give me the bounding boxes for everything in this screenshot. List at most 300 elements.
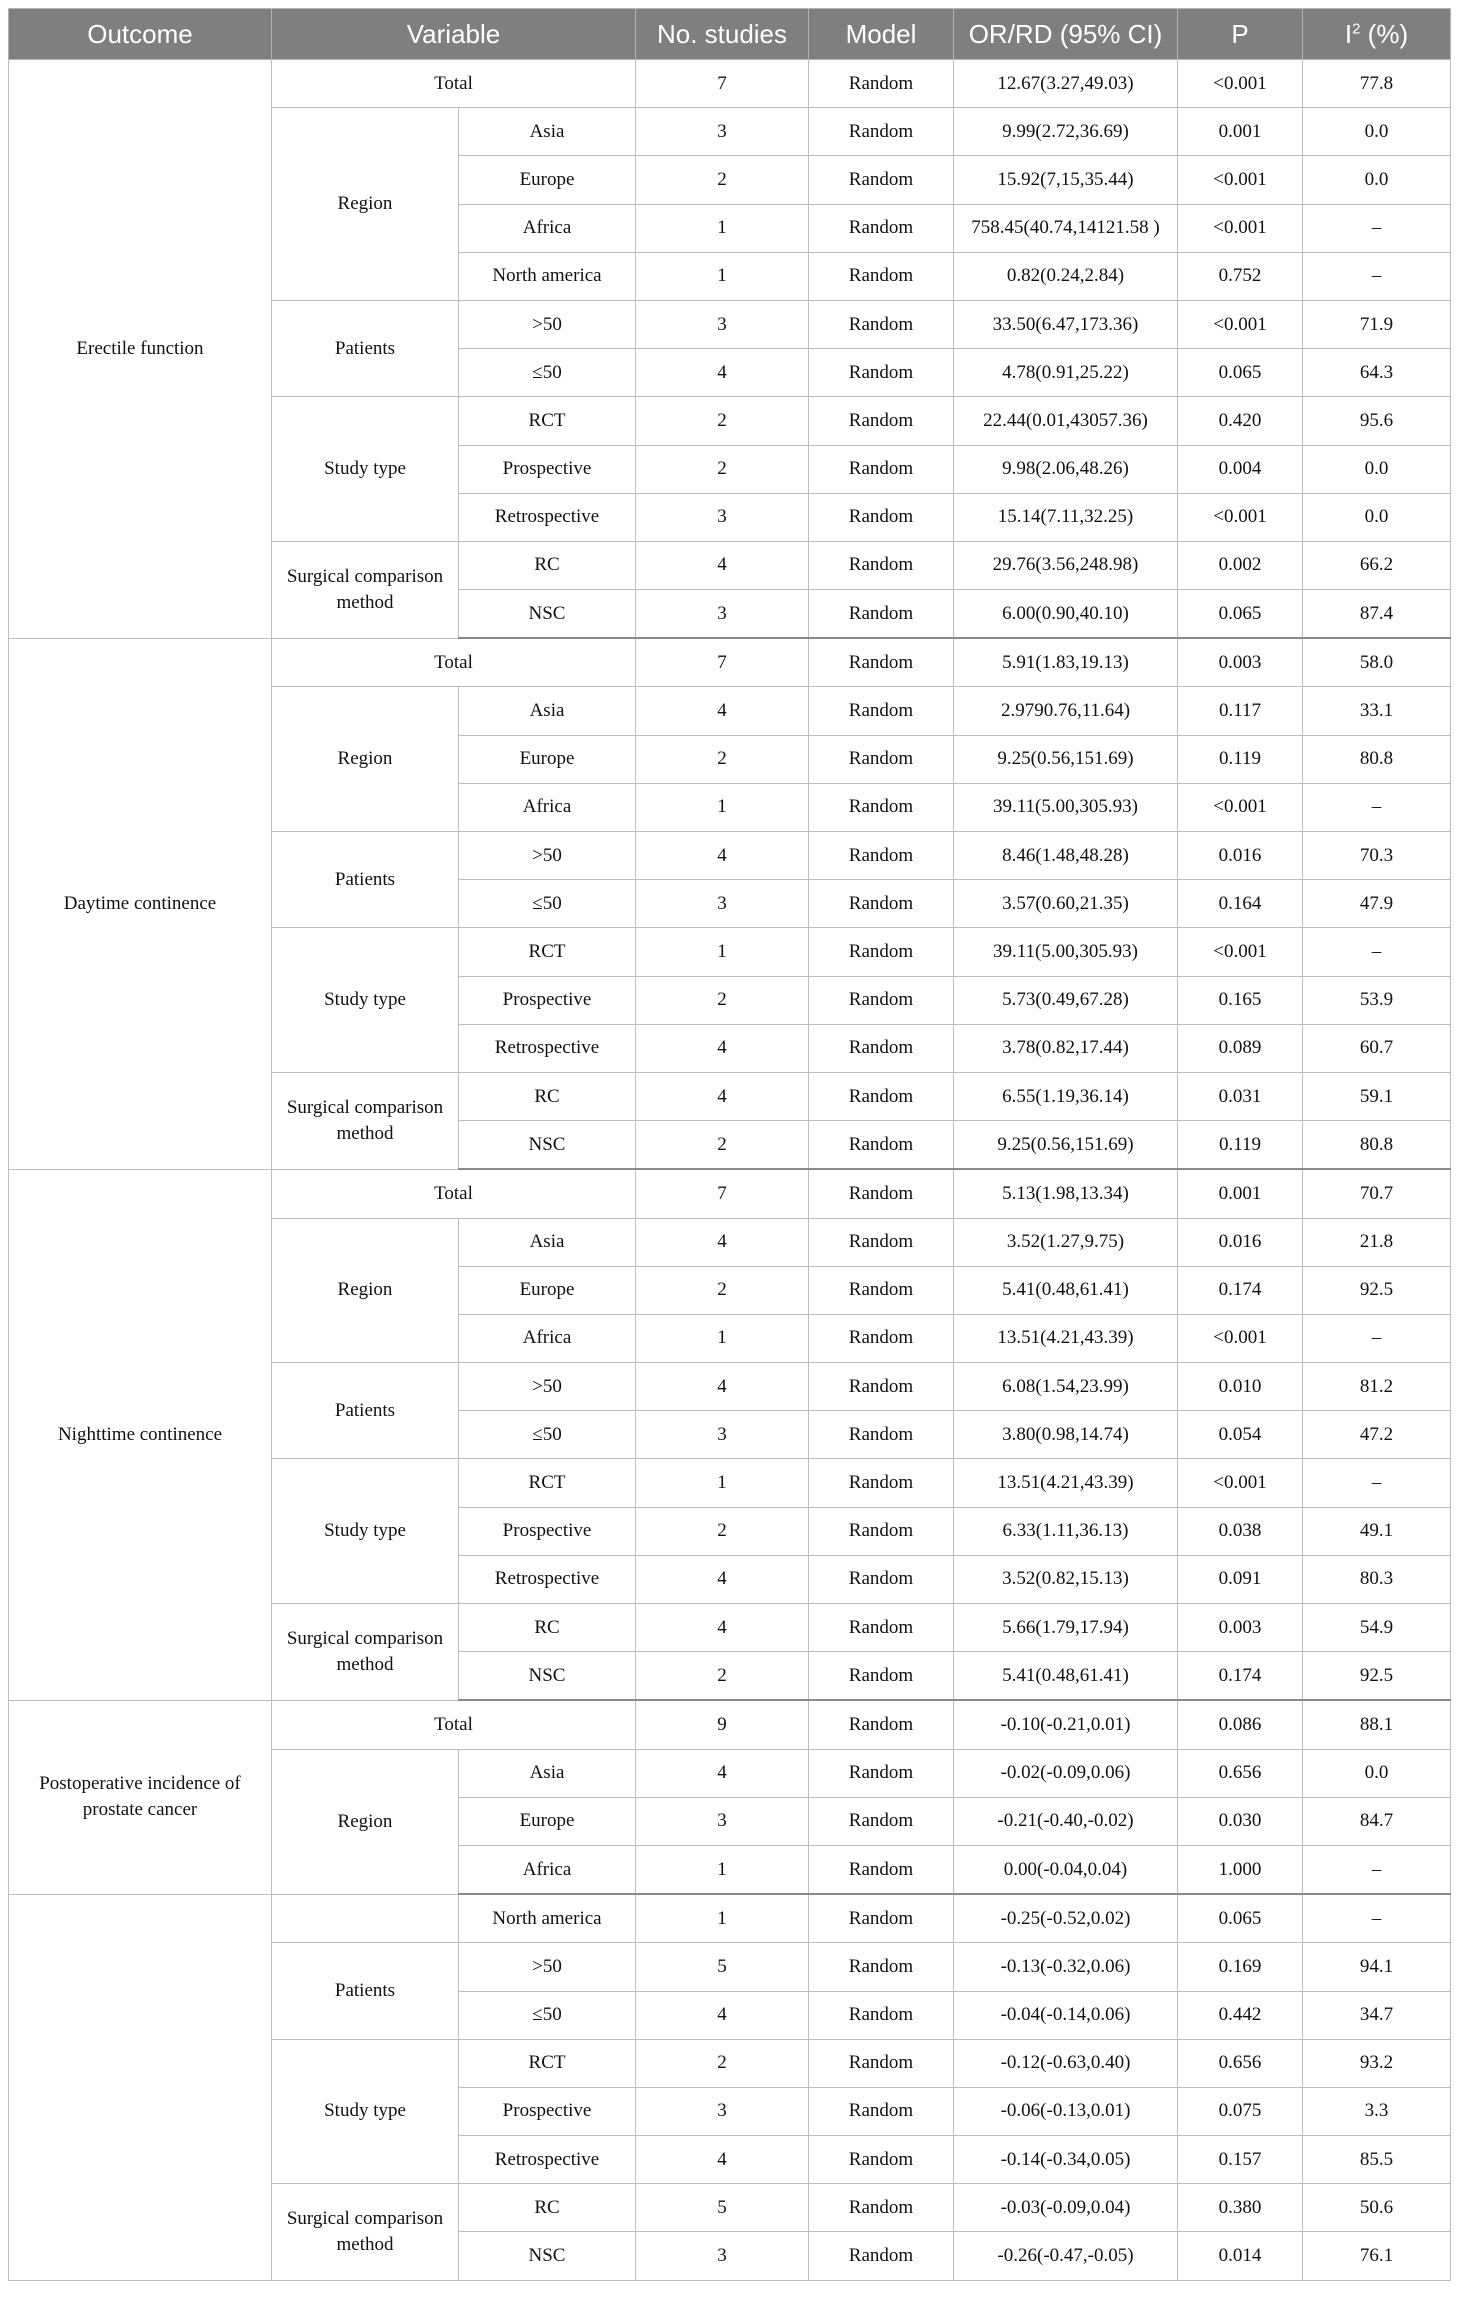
cell-or-rd: 3.52(1.27,9.75) [954, 1218, 1178, 1266]
cell-subgroup: Retrospective [459, 1555, 636, 1603]
cell-model: Random [809, 2039, 954, 2087]
cell-model: Random [809, 1652, 954, 1701]
cell-no-studies: 5 [636, 2184, 809, 2232]
cell-no-studies: 2 [636, 1652, 809, 1701]
cell-or-rd: 13.51(4.21,43.39) [954, 1314, 1178, 1362]
cell-subgroup: Asia [459, 108, 636, 156]
cell-no-studies: 7 [636, 638, 809, 687]
cell-or-rd: 12.67(3.27,49.03) [954, 60, 1178, 108]
cell-no-studies: 4 [636, 1555, 809, 1603]
cell-p-value: 0.014 [1178, 2232, 1303, 2280]
cell-subgroup: Africa [459, 204, 636, 252]
cell-i2: 34.7 [1303, 1991, 1451, 2039]
cell-subgroup: Retrospective [459, 493, 636, 541]
cell-or-rd: 9.25(0.56,151.69) [954, 735, 1178, 783]
cell-no-studies: 4 [636, 1024, 809, 1072]
cell-or-rd: 39.11(5.00,305.93) [954, 783, 1178, 831]
table-row [9, 60, 1451, 108]
cell-i2: 64.3 [1303, 349, 1451, 397]
cell-variable: Region [272, 108, 459, 301]
cell-no-studies: 4 [636, 687, 809, 735]
cell-subgroup: NSC [459, 2232, 636, 2280]
cell-no-studies: 2 [636, 1266, 809, 1314]
cell-i2: 50.6 [1303, 2184, 1451, 2232]
cell-i2: 49.1 [1303, 1507, 1451, 1555]
cell-or-rd: -0.06(-0.13,0.01) [954, 2087, 1178, 2135]
cell-or-rd: -0.04(-0.14,0.06) [954, 1991, 1178, 2039]
cell-i2: 92.5 [1303, 1266, 1451, 1314]
cell-p-value: 0.016 [1178, 832, 1303, 880]
cell-p-value: 0.174 [1178, 1652, 1303, 1701]
cell-or-rd: 6.00(0.90,40.10) [954, 590, 1178, 639]
cell-or-rd: 6.08(1.54,23.99) [954, 1363, 1178, 1411]
cell-model: Random [809, 156, 954, 204]
cell-outcome [9, 1894, 272, 2280]
table-row [9, 1894, 1451, 1943]
cell-or-rd: 3.52(0.82,15.13) [954, 1555, 1178, 1603]
cell-p-value: 0.442 [1178, 1991, 1303, 2039]
cell-or-rd: -0.14(-0.34,0.05) [954, 2136, 1178, 2184]
cell-variable: Surgical comparison method [272, 1604, 459, 1701]
cell-no-studies: 4 [636, 1604, 809, 1652]
cell-variable: Surgical comparison method [272, 1072, 459, 1169]
cell-no-studies: 3 [636, 493, 809, 541]
cell-p-value: 0.038 [1178, 1507, 1303, 1555]
cell-variable: Region [272, 1749, 459, 1894]
cell-subgroup: >50 [459, 1363, 636, 1411]
cell-model: Random [809, 2136, 954, 2184]
subgroup-analysis-table [8, 8, 1451, 2281]
cell-model: Random [809, 2087, 954, 2135]
cell-i2: 53.9 [1303, 976, 1451, 1024]
cell-subgroup: Europe [459, 735, 636, 783]
cell-i2: – [1303, 1894, 1451, 1943]
cell-no-studies: 4 [636, 1363, 809, 1411]
cell-p-value: <0.001 [1178, 204, 1303, 252]
cell-subgroup: Europe [459, 156, 636, 204]
cell-variable: Patients [272, 1363, 459, 1459]
cell-variable: Total [272, 60, 636, 108]
cell-or-rd: 15.14(7.11,32.25) [954, 493, 1178, 541]
cell-or-rd: 0.00(-0.04,0.04) [954, 1845, 1178, 1894]
cell-or-rd: 5.41(0.48,61.41) [954, 1266, 1178, 1314]
cell-variable: Patients [272, 1943, 459, 2039]
cell-p-value: 0.165 [1178, 976, 1303, 1024]
cell-no-studies: 2 [636, 2039, 809, 2087]
cell-model: Random [809, 445, 954, 493]
cell-or-rd: 5.13(1.98,13.34) [954, 1169, 1178, 1218]
cell-or-rd: 5.91(1.83,19.13) [954, 638, 1178, 687]
header-i2-suffix: (%) [1360, 18, 1409, 49]
cell-subgroup: NSC [459, 1121, 636, 1170]
cell-p-value: <0.001 [1178, 1314, 1303, 1362]
cell-no-studies: 1 [636, 1894, 809, 1943]
cell-i2: – [1303, 1845, 1451, 1894]
cell-model: Random [809, 1459, 954, 1507]
cell-i2: 88.1 [1303, 1700, 1451, 1749]
cell-variable: Region [272, 1218, 459, 1363]
cell-or-rd: 22.44(0.01,43057.36) [954, 397, 1178, 445]
table-container [8, 8, 1450, 2281]
cell-model: Random [809, 1700, 954, 1749]
cell-i2: 95.6 [1303, 397, 1451, 445]
cell-or-rd: 6.55(1.19,36.14) [954, 1072, 1178, 1120]
cell-variable: Patients [272, 832, 459, 928]
cell-or-rd: 9.98(2.06,48.26) [954, 445, 1178, 493]
cell-i2: – [1303, 1314, 1451, 1362]
cell-model: Random [809, 976, 954, 1024]
cell-i2: 85.5 [1303, 2136, 1451, 2184]
cell-or-rd: 5.41(0.48,61.41) [954, 1652, 1178, 1701]
cell-i2: 0.0 [1303, 445, 1451, 493]
cell-variable: Surgical comparison method [272, 2184, 459, 2280]
cell-subgroup: RC [459, 2184, 636, 2232]
cell-p-value: <0.001 [1178, 60, 1303, 108]
table-row [9, 1700, 1451, 1749]
cell-p-value: 0.091 [1178, 1555, 1303, 1603]
cell-model: Random [809, 204, 954, 252]
cell-no-studies: 1 [636, 252, 809, 300]
cell-p-value: 0.157 [1178, 2136, 1303, 2184]
cell-or-rd: 3.80(0.98,14.74) [954, 1411, 1178, 1459]
cell-no-studies: 1 [636, 1845, 809, 1894]
cell-variable: Total [272, 1169, 636, 1218]
cell-or-rd: -0.26(-0.47,-0.05) [954, 2232, 1178, 2280]
cell-p-value: 0.656 [1178, 2039, 1303, 2087]
cell-i2: – [1303, 928, 1451, 976]
cell-subgroup: >50 [459, 832, 636, 880]
cell-no-studies: 2 [636, 156, 809, 204]
cell-no-studies: 3 [636, 300, 809, 348]
cell-variable: Total [272, 1700, 636, 1749]
cell-model: Random [809, 880, 954, 928]
header-no-studies: No. studies [636, 9, 809, 60]
cell-subgroup: Asia [459, 1218, 636, 1266]
cell-p-value: 0.065 [1178, 1894, 1303, 1943]
cell-model: Random [809, 1266, 954, 1314]
cell-no-studies: 5 [636, 1943, 809, 1991]
cell-p-value: 0.752 [1178, 252, 1303, 300]
cell-model: Random [809, 1411, 954, 1459]
cell-p-value: 0.086 [1178, 1700, 1303, 1749]
cell-i2: 21.8 [1303, 1218, 1451, 1266]
cell-model: Random [809, 1314, 954, 1362]
cell-no-studies: 9 [636, 1700, 809, 1749]
cell-or-rd: -0.25(-0.52,0.02) [954, 1894, 1178, 1943]
cell-no-studies: 2 [636, 445, 809, 493]
cell-subgroup: RCT [459, 397, 636, 445]
cell-no-studies: 4 [636, 349, 809, 397]
cell-p-value: 0.016 [1178, 1218, 1303, 1266]
cell-p-value: <0.001 [1178, 1459, 1303, 1507]
cell-variable: Surgical comparison method [272, 541, 459, 638]
cell-variable: Study type [272, 2039, 459, 2184]
cell-model: Random [809, 397, 954, 445]
cell-i2: 70.3 [1303, 832, 1451, 880]
cell-subgroup: RC [459, 1604, 636, 1652]
cell-or-rd: 5.66(1.79,17.94) [954, 1604, 1178, 1652]
cell-p-value: 0.169 [1178, 1943, 1303, 1991]
cell-no-studies: 2 [636, 397, 809, 445]
cell-subgroup: NSC [459, 1652, 636, 1701]
header-model: Model [809, 9, 954, 60]
cell-or-rd: 3.57(0.60,21.35) [954, 880, 1178, 928]
cell-p-value: 0.002 [1178, 541, 1303, 589]
cell-i2: 0.0 [1303, 108, 1451, 156]
cell-subgroup: RC [459, 541, 636, 589]
cell-i2: – [1303, 783, 1451, 831]
cell-subgroup: Africa [459, 1845, 636, 1894]
cell-subgroup: Prospective [459, 1507, 636, 1555]
cell-no-studies: 3 [636, 2087, 809, 2135]
cell-i2: 66.2 [1303, 541, 1451, 589]
cell-model: Random [809, 783, 954, 831]
cell-no-studies: 2 [636, 1507, 809, 1555]
cell-subgroup: Africa [459, 1314, 636, 1362]
cell-subgroup: Retrospective [459, 1024, 636, 1072]
cell-subgroup: NSC [459, 590, 636, 639]
cell-model: Random [809, 1943, 954, 1991]
cell-p-value: <0.001 [1178, 493, 1303, 541]
cell-i2: 76.1 [1303, 2232, 1451, 2280]
cell-model: Random [809, 2184, 954, 2232]
cell-i2: 80.8 [1303, 735, 1451, 783]
cell-variable: Study type [272, 1459, 459, 1604]
cell-or-rd: 15.92(7,15,35.44) [954, 156, 1178, 204]
cell-p-value: 0.003 [1178, 1604, 1303, 1652]
cell-no-studies: 3 [636, 880, 809, 928]
cell-no-studies: 1 [636, 204, 809, 252]
cell-variable: Study type [272, 397, 459, 542]
cell-or-rd: 8.46(1.48,48.28) [954, 832, 1178, 880]
cell-or-rd: 5.73(0.49,67.28) [954, 976, 1178, 1024]
cell-or-rd: 13.51(4.21,43.39) [954, 1459, 1178, 1507]
cell-no-studies: 4 [636, 1072, 809, 1120]
cell-model: Random [809, 1507, 954, 1555]
cell-variable: Study type [272, 928, 459, 1073]
cell-or-rd: -0.21(-0.40,-0.02) [954, 1797, 1178, 1845]
cell-p-value: 0.164 [1178, 880, 1303, 928]
cell-or-rd: 0.82(0.24,2.84) [954, 252, 1178, 300]
cell-i2: 33.1 [1303, 687, 1451, 735]
cell-no-studies: 4 [636, 1218, 809, 1266]
cell-or-rd: -0.03(-0.09,0.04) [954, 2184, 1178, 2232]
cell-i2: 59.1 [1303, 1072, 1451, 1120]
cell-p-value: 0.003 [1178, 638, 1303, 687]
cell-or-rd: 33.50(6.47,173.36) [954, 300, 1178, 348]
cell-or-rd: 9.99(2.72,36.69) [954, 108, 1178, 156]
cell-model: Random [809, 1991, 954, 2039]
cell-i2: 93.2 [1303, 2039, 1451, 2087]
cell-or-rd: -0.13(-0.32,0.06) [954, 1943, 1178, 1991]
cell-p-value: 0.380 [1178, 2184, 1303, 2232]
cell-i2: 47.9 [1303, 880, 1451, 928]
cell-i2: 77.8 [1303, 60, 1451, 108]
cell-model: Random [809, 687, 954, 735]
header-variable: Variable [272, 9, 636, 60]
cell-subgroup: North america [459, 1894, 636, 1943]
cell-variable [272, 1894, 459, 1943]
cell-no-studies: 2 [636, 735, 809, 783]
cell-subgroup: RC [459, 1072, 636, 1120]
cell-p-value: 0.117 [1178, 687, 1303, 735]
cell-subgroup: Prospective [459, 976, 636, 1024]
cell-model: Random [809, 1845, 954, 1894]
cell-no-studies: 1 [636, 783, 809, 831]
cell-i2: 3.3 [1303, 2087, 1451, 2135]
cell-i2: 0.0 [1303, 493, 1451, 541]
cell-subgroup: RCT [459, 2039, 636, 2087]
cell-model: Random [809, 832, 954, 880]
cell-p-value: 0.001 [1178, 108, 1303, 156]
cell-model: Random [809, 541, 954, 589]
cell-or-rd: 758.45(40.74,14121.58 ) [954, 204, 1178, 252]
cell-subgroup: RCT [459, 928, 636, 976]
cell-model: Random [809, 1363, 954, 1411]
cell-p-value: 0.030 [1178, 1797, 1303, 1845]
cell-p-value: 0.420 [1178, 397, 1303, 445]
cell-model: Random [809, 1604, 954, 1652]
cell-or-rd: 39.11(5.00,305.93) [954, 928, 1178, 976]
cell-i2: 80.8 [1303, 1121, 1451, 1170]
header-i2-base: I [1344, 18, 1353, 49]
cell-i2: 54.9 [1303, 1604, 1451, 1652]
cell-subgroup: Asia [459, 1749, 636, 1797]
cell-i2: 47.2 [1303, 1411, 1451, 1459]
cell-subgroup: ≤50 [459, 1991, 636, 2039]
cell-outcome: Daytime continence [9, 638, 272, 1169]
cell-i2: 0.0 [1303, 156, 1451, 204]
cell-or-rd: 4.78(0.91,25.22) [954, 349, 1178, 397]
cell-i2: 94.1 [1303, 1943, 1451, 1991]
cell-no-studies: 3 [636, 1797, 809, 1845]
cell-model: Random [809, 1121, 954, 1170]
cell-model: Random [809, 300, 954, 348]
cell-or-rd: 6.33(1.11,36.13) [954, 1507, 1178, 1555]
cell-p-value: 0.119 [1178, 735, 1303, 783]
cell-no-studies: 4 [636, 1749, 809, 1797]
cell-p-value: <0.001 [1178, 156, 1303, 204]
cell-model: Random [809, 1169, 954, 1218]
cell-or-rd: 29.76(3.56,248.98) [954, 541, 1178, 589]
cell-no-studies: 3 [636, 108, 809, 156]
cell-subgroup: North america [459, 252, 636, 300]
cell-i2: 87.4 [1303, 590, 1451, 639]
cell-model: Random [809, 1797, 954, 1845]
cell-model: Random [809, 349, 954, 397]
cell-subgroup: >50 [459, 1943, 636, 1991]
cell-subgroup: RCT [459, 1459, 636, 1507]
cell-subgroup: ≤50 [459, 349, 636, 397]
cell-or-rd: 3.78(0.82,17.44) [954, 1024, 1178, 1072]
cell-model: Random [809, 60, 954, 108]
cell-no-studies: 1 [636, 1459, 809, 1507]
cell-model: Random [809, 493, 954, 541]
cell-or-rd: 2.9790.76,11.64) [954, 687, 1178, 735]
cell-model: Random [809, 252, 954, 300]
cell-i2: 58.0 [1303, 638, 1451, 687]
table-row [9, 638, 1451, 687]
cell-no-studies: 3 [636, 590, 809, 639]
cell-i2: 84.7 [1303, 1797, 1451, 1845]
cell-p-value: <0.001 [1178, 300, 1303, 348]
cell-i2: 0.0 [1303, 1749, 1451, 1797]
cell-i2: – [1303, 1459, 1451, 1507]
cell-p-value: 0.075 [1178, 2087, 1303, 2135]
cell-no-studies: 4 [636, 1991, 809, 2039]
cell-subgroup: Asia [459, 687, 636, 735]
cell-model: Random [809, 1555, 954, 1603]
cell-no-studies: 3 [636, 2232, 809, 2280]
cell-p-value: 0.004 [1178, 445, 1303, 493]
header-i2-sup: 2 [1352, 19, 1361, 37]
cell-no-studies: 3 [636, 1411, 809, 1459]
cell-or-rd: -0.02(-0.09,0.06) [954, 1749, 1178, 1797]
cell-subgroup: Europe [459, 1797, 636, 1845]
table-body [9, 60, 1451, 2281]
cell-subgroup: Retrospective [459, 2136, 636, 2184]
cell-outcome: Erectile function [9, 60, 272, 639]
cell-variable: Total [272, 638, 636, 687]
cell-subgroup: Prospective [459, 2087, 636, 2135]
cell-no-studies: 1 [636, 928, 809, 976]
cell-i2: – [1303, 252, 1451, 300]
cell-i2: 70.7 [1303, 1169, 1451, 1218]
cell-p-value: 0.174 [1178, 1266, 1303, 1314]
cell-no-studies: 2 [636, 976, 809, 1024]
cell-no-studies: 7 [636, 1169, 809, 1218]
cell-p-value: 0.656 [1178, 1749, 1303, 1797]
cell-subgroup: >50 [459, 300, 636, 348]
cell-subgroup: ≤50 [459, 1411, 636, 1459]
cell-model: Random [809, 108, 954, 156]
cell-no-studies: 7 [636, 60, 809, 108]
header-row [9, 9, 1451, 60]
cell-i2: 92.5 [1303, 1652, 1451, 1701]
cell-subgroup: Africa [459, 783, 636, 831]
cell-model: Random [809, 735, 954, 783]
header-p: P [1178, 9, 1303, 60]
cell-p-value: 0.054 [1178, 1411, 1303, 1459]
cell-p-value: 0.010 [1178, 1363, 1303, 1411]
cell-p-value: 0.031 [1178, 1072, 1303, 1120]
cell-subgroup: ≤50 [459, 880, 636, 928]
cell-p-value: 0.089 [1178, 1024, 1303, 1072]
table-row [9, 1169, 1451, 1218]
cell-p-value: 0.001 [1178, 1169, 1303, 1218]
cell-model: Random [809, 1749, 954, 1797]
cell-no-studies: 4 [636, 2136, 809, 2184]
cell-no-studies: 4 [636, 541, 809, 589]
cell-model: Random [809, 1894, 954, 1943]
cell-or-rd: 9.25(0.56,151.69) [954, 1121, 1178, 1170]
cell-no-studies: 1 [636, 1314, 809, 1362]
cell-model: Random [809, 1072, 954, 1120]
cell-p-value: <0.001 [1178, 928, 1303, 976]
cell-no-studies: 4 [636, 832, 809, 880]
cell-i2: 71.9 [1303, 300, 1451, 348]
cell-p-value: 0.119 [1178, 1121, 1303, 1170]
cell-variable: Region [272, 687, 459, 832]
cell-variable: Patients [272, 300, 459, 396]
cell-outcome: Postoperative incidence of prostate cancer [9, 1700, 272, 1894]
header-outcome: Outcome [9, 9, 272, 60]
cell-p-value: 0.065 [1178, 349, 1303, 397]
table-header [9, 9, 1451, 60]
cell-i2: – [1303, 204, 1451, 252]
cell-or-rd: -0.10(-0.21,0.01) [954, 1700, 1178, 1749]
cell-outcome: Nighttime continence [9, 1169, 272, 1700]
